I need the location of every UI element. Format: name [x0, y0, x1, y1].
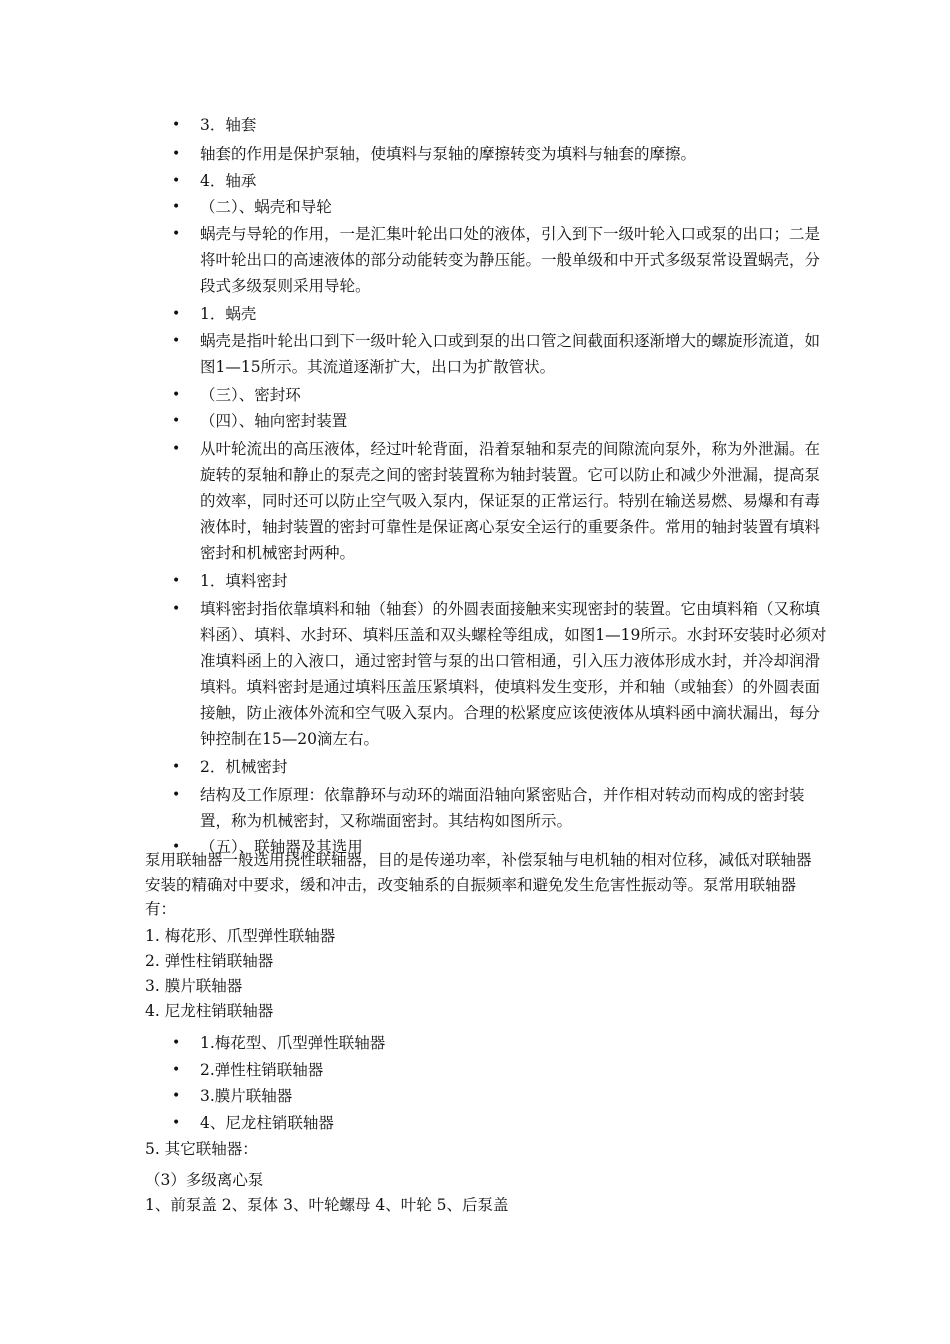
section-heading: （3）多级离心泵: [145, 1171, 264, 1189]
bullet-item: • （三）、密封环: [172, 382, 832, 408]
parts-legend: 1、前泵盖 2、泵体 3、叶轮螺母 4、叶轮 5、后泵盖: [145, 1196, 509, 1214]
bullet-item: • 2．机械密封: [172, 754, 832, 780]
bullet-item: • 4．轴承: [172, 168, 832, 194]
sub-bullet-item: • 4、尼龙柱销联轴器: [172, 1110, 385, 1137]
bullet-item: • 1．蜗壳: [172, 301, 832, 327]
bullet-item: • 3．轴套: [172, 112, 832, 138]
bullet-item: • 蜗壳与导轮的作用，一是汇集叶轮出口处的液体，引入到下一级叶轮入口或泵的出口；二是将叶轮出口的高速液体的部分动能转变为静压能。一般单级和中开式多级泵常设置蜗壳，分段式多级泵则采用导轮。: [172, 221, 832, 299]
bullet-list-a: [172, 112, 832, 860]
bullet-item: • 填料密封指依靠填料和轴（轴套）的外圆表面接触来实现密封的装置。它由填料箱（又称填料函）、填料、水封环、填料压盖和双头螺栓等组成，如图1—19所示。水封环安装时必须对准填料函上的入液口，通过密封管与泵的出口管相通，引入压力液体形成水封，并冷却润滑填料。填料密封是通过填料压盖压紧填料，使填料发生变形，并和轴（或轴套）的外圆表面接触，防止液体外流和空气吸入泵内。合理的松紧度应该使液体从填料函中滴状漏出，每分钟控制在15—20滴左右。: [172, 596, 832, 752]
bullet-item: • （五）、联轴器及其选用: [172, 834, 832, 860]
numbered-item: 4. 尼龙柱销联轴器: [145, 1002, 274, 1020]
bullet-item: • 蜗壳是指叶轮出口到下一级叶轮入口或到泵的出口管之间截面积逐渐增大的螺旋形流道，如图1—15所示。其流道逐渐扩大，出口为扩散管状。: [172, 328, 832, 380]
numbered-item: 2. 弹性柱销联轴器: [145, 952, 274, 970]
numbered-list: [145, 924, 335, 1024]
coupling-paragraph: 泵用联轴器一般选用挠性联轴器，目的是传递功率，补偿泵轴与电机轴的相对位移，减低对联轴器安装的精确对中要求，缓和冲击，改变轴系的自振频率和避免发生危害性振动等。泵常用联轴器有：: [145, 851, 812, 918]
bullet-item: • 1．填料密封: [172, 568, 832, 594]
sub-bullet-item: • 1.梅花型、爪型弹性联轴器: [172, 1030, 385, 1057]
sub-bullet-list: [172, 1030, 385, 1136]
bullet-item: • （四）、轴向密封装置: [172, 408, 832, 434]
numbered-item-5: 5. 其它联轴器：: [145, 1140, 258, 1158]
numbered-item: 1. 梅花形、爪型弹性联轴器: [145, 927, 336, 945]
bullet-item: • 轴套的作用是保护泵轴，使填料与泵轴的摩擦转变为填料与轴套的摩擦。: [172, 141, 832, 167]
numbered-item: 3. 膜片联轴器: [145, 977, 243, 995]
bullet-item: • （二）、蜗壳和导轮: [172, 194, 832, 220]
bullet-item: • 从叶轮流出的高压液体，经过叶轮背面，沿着泵轴和泵壳的间隙流向泵外，称为外泄漏。在旋转的泵轴和静止的泵壳之间的密封装置称为轴封装置。它可以防止和减少外泄漏，提高泵的效率，同时还可以防止空气吸入泵内，保证泵的正常运行。特别在输送易燃、易爆和有毒液体时，轴封装置的密封可靠性是保证离心泵安全运行的重要条件。常用的轴封装置有填料密封和机械密封两种。: [172, 436, 832, 566]
sub-bullet-item: • 3.膜片联轴器: [172, 1083, 385, 1110]
bullet-item: • 结构及工作原理：依靠静环与动环的端面沿轴向紧密贴合，并作相对转动而构成的密封装置，称为机械密封，又称端面密封。其结构如图所示。: [172, 782, 832, 834]
sub-bullet-item: • 2.弹性柱销联轴器: [172, 1057, 385, 1084]
